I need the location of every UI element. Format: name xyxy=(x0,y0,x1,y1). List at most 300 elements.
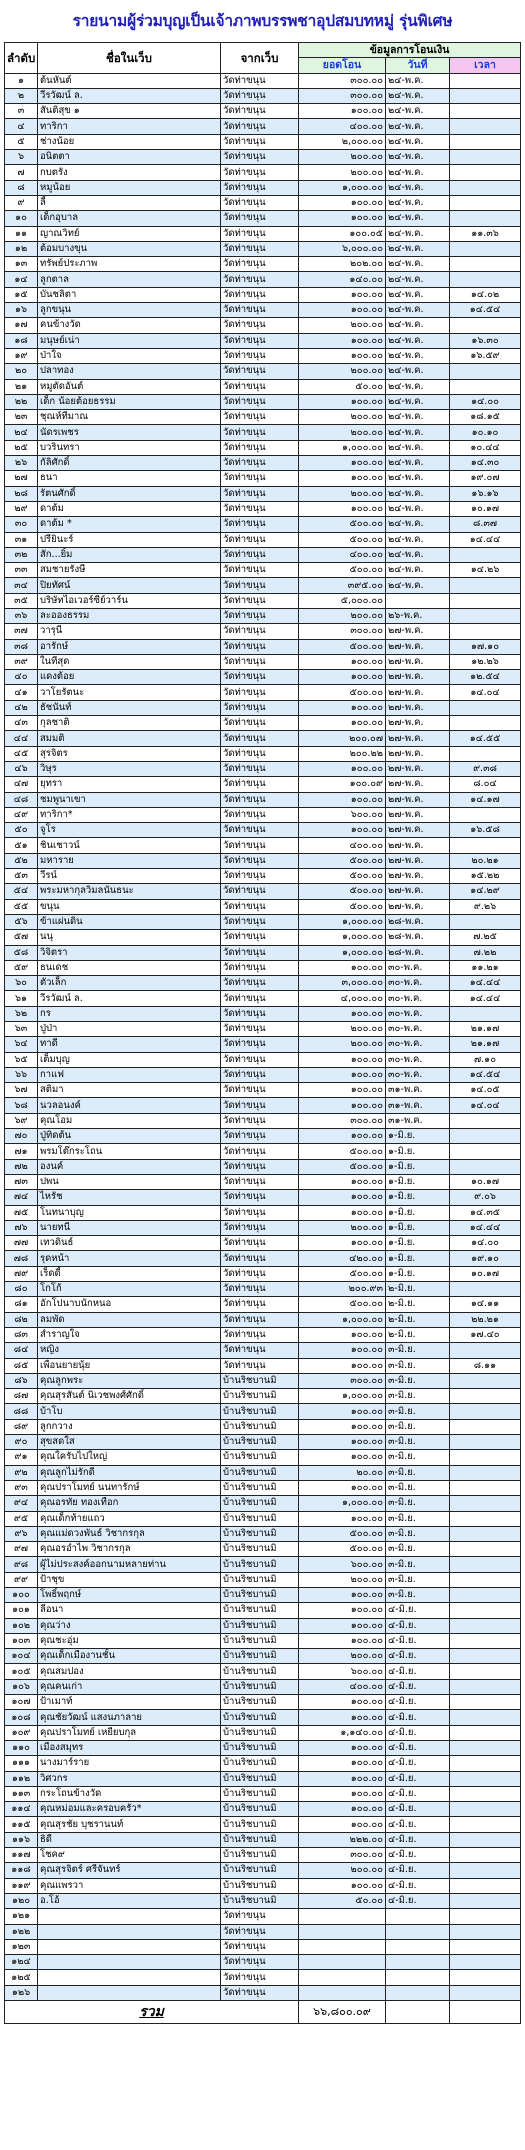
row-index: ๔๕ xyxy=(5,746,38,761)
row-from-web: วัดท่าขนุน xyxy=(221,1052,299,1067)
row-index: ๑๐ xyxy=(5,211,38,226)
row-web-name: ทาดี xyxy=(38,1037,221,1052)
row-amount: ๕๐๐.๐๐ xyxy=(299,532,386,547)
row-amount: ๑๐๐.๐๐ xyxy=(299,700,386,715)
row-from-web: วัดท่าขนุน xyxy=(221,869,299,884)
row-web-name: คุณแพรวา xyxy=(38,1878,221,1893)
row-index: ๖๓ xyxy=(5,1022,38,1037)
row-amount: ๑๐๐.๐๐ xyxy=(299,1419,386,1434)
row-index: ๖๔ xyxy=(5,1037,38,1052)
page-title: รายนามผู้ร่วมบุญเป็นเจ้าภาพบรรพชาอุปสมบทหมู่ รุ่นพิเศษ xyxy=(72,11,453,30)
row-amount: ๑๐๐.๐๐ xyxy=(299,1006,386,1021)
row-web-name: คุณอรอำไพ วิชากรกุล xyxy=(38,1542,221,1557)
row-time xyxy=(450,1725,521,1740)
row-time: ๑๐.๑๗ xyxy=(450,1174,521,1189)
row-index: ๑๐๐ xyxy=(5,1587,38,1602)
row-date: ๒๗-พ.ค. xyxy=(386,807,450,822)
row-amount: ๑๐๐.๐๐ xyxy=(299,348,386,363)
row-amount: ๑,๐๐๐.๐๐ xyxy=(299,930,386,945)
row-date: ๒๔-พ.ค. xyxy=(386,165,450,180)
row-amount: ๔๐๐.๐๐ xyxy=(299,119,386,134)
row-date: ๓๐-พ.ค. xyxy=(386,1067,450,1082)
row-amount: ๑๐๐.๐๐ xyxy=(299,471,386,486)
table-row xyxy=(5,853,521,868)
row-index: ๗๔ xyxy=(5,1190,38,1205)
row-from-web: วัดท่าขนุน xyxy=(221,73,299,88)
row-from-web: วัดท่าขนุน xyxy=(221,853,299,868)
row-index: ๘๔ xyxy=(5,1343,38,1358)
row-from-web: วัดท่าขนุน xyxy=(221,1924,299,1939)
row-amount: ๕๐๐.๐๐ xyxy=(299,899,386,914)
table-row xyxy=(5,1190,521,1205)
row-date: ๓-มิ.ย. xyxy=(386,1572,450,1587)
row-amount: ๑๐๐.๐๐ xyxy=(299,1083,386,1098)
row-date: ๔-มิ.ย. xyxy=(386,1832,450,1847)
row-web-name: โกโก้ xyxy=(38,1282,221,1297)
row-time xyxy=(450,1802,521,1817)
table-row xyxy=(5,823,521,838)
row-amount: ๑๐๐.๐๐ xyxy=(299,1067,386,1082)
table-row xyxy=(5,547,521,562)
row-from-web: วัดท่าขนุน xyxy=(221,1909,299,1924)
row-amount: ๕๐๐.๐๐ xyxy=(299,517,386,532)
row-from-web: บ้านริชบานมิ xyxy=(221,1373,299,1388)
row-time xyxy=(450,716,521,731)
row-date: ๒๗-พ.ค. xyxy=(386,670,450,685)
row-index: ๑๐๒ xyxy=(5,1618,38,1633)
row-web-name: โนทนาบุญ xyxy=(38,1205,221,1220)
row-time: ๑๔.๐๐ xyxy=(450,1236,521,1251)
row-date: ๒๗-พ.ค. xyxy=(386,746,450,761)
row-index: ๘๘ xyxy=(5,1404,38,1419)
row-time xyxy=(450,1129,521,1144)
row-amount: ๕๐๐.๐๐ xyxy=(299,685,386,700)
row-date: ๒๔-พ.ค. xyxy=(386,394,450,409)
row-from-web: บ้านริชบานมิ xyxy=(221,1618,299,1633)
row-time xyxy=(450,257,521,272)
row-index: ๕๖ xyxy=(5,914,38,929)
row-time: ๘.๑๑ xyxy=(450,1358,521,1373)
row-amount: ๑๐๐.๐๐ xyxy=(299,501,386,516)
row-web-name: ละอองธรรม xyxy=(38,608,221,623)
row-web-name: ปรียินะร์ xyxy=(38,532,221,547)
table-row xyxy=(5,456,521,471)
row-date: ๒๔-พ.ค. xyxy=(386,456,450,471)
row-time: ๑๖.๕๘ xyxy=(450,823,521,838)
row-date: ๒๔-พ.ค. xyxy=(386,272,450,287)
row-time xyxy=(450,1786,521,1801)
row-time: ๑๘.๑๕ xyxy=(450,410,521,425)
table-row xyxy=(5,272,521,287)
table-row xyxy=(5,700,521,715)
table-body xyxy=(5,73,521,2000)
row-time xyxy=(450,746,521,761)
row-amount: ๒๐๐.๐๐ xyxy=(299,1220,386,1235)
row-index: ๕ xyxy=(5,134,38,149)
row-amount: ๑๐๐.๐๐ xyxy=(299,1327,386,1342)
row-time xyxy=(450,1955,521,1970)
row-from-web: วัดท่าขนุน xyxy=(221,578,299,593)
row-time xyxy=(450,1756,521,1771)
row-amount xyxy=(299,1939,386,1954)
row-from-web: วัดท่าขนุน xyxy=(221,792,299,807)
row-web-name: คุณลูกไม่รักดี xyxy=(38,1465,221,1480)
table-row xyxy=(5,1236,521,1251)
row-date: ๓-มิ.ย. xyxy=(386,1373,450,1388)
row-date: ๒๔-พ.ค. xyxy=(386,486,450,501)
row-web-name xyxy=(38,1970,221,1985)
row-date: ๔-มิ.ย. xyxy=(386,1725,450,1740)
row-from-web: บ้านริชบานมิ xyxy=(221,1848,299,1863)
table-row xyxy=(5,1802,521,1817)
row-date: ๒๘-พ.ค. xyxy=(386,914,450,929)
row-from-web: วัดท่าขนุน xyxy=(221,440,299,455)
table-row xyxy=(5,134,521,149)
row-from-web: วัดท่าขนุน xyxy=(221,1113,299,1128)
row-amount: ๑๐๐.๐๐ xyxy=(299,654,386,669)
row-date: ๓๐-พ.ค. xyxy=(386,976,450,991)
row-web-name: ธัชนันท์ xyxy=(38,700,221,715)
row-amount: ๖๐๐.๐๐ xyxy=(299,1664,386,1679)
row-amount: ๒๐๐.๐๐ xyxy=(299,1572,386,1587)
row-from-web: วัดท่าขนุน xyxy=(221,807,299,822)
row-index: ๑๑๘ xyxy=(5,1863,38,1878)
table-row xyxy=(5,1603,521,1618)
row-amount: ๖,๐๐๐.๐๐ xyxy=(299,241,386,256)
row-amount: ๒๐๐.๐๐ xyxy=(299,150,386,165)
row-web-name: ผู้ไม่ประสงค์ออกนามหลายท่าน xyxy=(38,1557,221,1572)
row-from-web: วัดท่าขนุน xyxy=(221,364,299,379)
row-date: ๓๐-พ.ค. xyxy=(386,1006,450,1021)
row-date: ๒๔-พ.ค. xyxy=(386,501,450,516)
table-row xyxy=(5,226,521,241)
row-index: ๑๑๙ xyxy=(5,1878,38,1893)
row-amount: ๒๐๐.๐๐ xyxy=(299,425,386,440)
row-from-web: วัดท่าขนุน xyxy=(221,563,299,578)
row-web-name xyxy=(38,1985,221,2000)
row-amount: ๑๐๐.๐๐ xyxy=(299,1695,386,1710)
row-from-web: บ้านริชบานมิ xyxy=(221,1450,299,1465)
table-row xyxy=(5,501,521,516)
table-row xyxy=(5,1282,521,1297)
row-date: ๒๗-พ.ค. xyxy=(386,869,450,884)
table-row xyxy=(5,1373,521,1388)
row-amount: ๒๐๐.๐๗ xyxy=(299,731,386,746)
row-time: ๑๔.๐๔ xyxy=(450,685,521,700)
row-amount: ๑,๐๐๐.๐๐ xyxy=(299,440,386,455)
row-date: ๔-มิ.ย. xyxy=(386,1878,450,1893)
row-time xyxy=(450,364,521,379)
table-row xyxy=(5,1924,521,1939)
row-index: ๑๔ xyxy=(5,272,38,287)
row-from-web: บ้านริชบานมิ xyxy=(221,1511,299,1526)
row-index: ๑๐๖ xyxy=(5,1679,38,1694)
table-row xyxy=(5,1327,521,1342)
row-time xyxy=(450,318,521,333)
row-time xyxy=(450,1496,521,1511)
table-row xyxy=(5,1006,521,1021)
row-date: ๒๔-พ.ค. xyxy=(386,348,450,363)
row-date: ๓๐-พ.ค. xyxy=(386,1037,450,1052)
row-index: ๓๓ xyxy=(5,563,38,578)
row-time: ๑๔.๐๒ xyxy=(450,287,521,302)
row-amount: ๔,๐๐๐.๐๐ xyxy=(299,991,386,1006)
row-web-name: ต้อมบางขุน xyxy=(38,241,221,256)
row-index: ๒๑ xyxy=(5,379,38,394)
row-date: ๔-มิ.ย. xyxy=(386,1863,450,1878)
table-row xyxy=(5,1633,521,1648)
row-date: ๒๔-พ.ค. xyxy=(386,333,450,348)
row-time xyxy=(450,1113,521,1128)
total-label: รวม xyxy=(5,2001,299,2024)
row-web-name: ดาต้ม xyxy=(38,501,221,516)
table-row xyxy=(5,1878,521,1893)
row-time: ๑๔.๔๔ xyxy=(450,976,521,991)
table-row xyxy=(5,1771,521,1786)
row-web-name: วารุนี xyxy=(38,624,221,639)
row-amount: ๑๐๐.๐๐ xyxy=(299,1343,386,1358)
row-from-web: วัดท่าขนุน xyxy=(221,501,299,516)
row-time xyxy=(450,807,521,822)
row-from-web: วัดท่าขนุน xyxy=(221,1174,299,1189)
row-date: ๒๗-พ.ค. xyxy=(386,685,450,700)
table-row xyxy=(5,1587,521,1602)
row-index: ๒ xyxy=(5,88,38,103)
row-date: ๒๔-พ.ค. xyxy=(386,440,450,455)
row-date xyxy=(386,1955,450,1970)
row-date: ๓-มิ.ย. xyxy=(386,1587,450,1602)
row-index: ๖๗ xyxy=(5,1083,38,1098)
row-web-name: วาโยรัตนะ xyxy=(38,685,221,700)
row-date: ๒๗-พ.ค. xyxy=(386,639,450,654)
row-amount: ๑,๐๐๐.๐๐ xyxy=(299,914,386,929)
row-amount: ๑๐๐.๐๐ xyxy=(299,823,386,838)
row-amount xyxy=(299,1985,386,2000)
row-from-web: วัดท่าขนุน xyxy=(221,945,299,960)
row-from-web: บ้านริชบานมิ xyxy=(221,1603,299,1618)
table-row xyxy=(5,976,521,991)
row-index: ๒๕ xyxy=(5,440,38,455)
row-web-name: รุดหน้า xyxy=(38,1251,221,1266)
row-time xyxy=(450,1343,521,1358)
row-index: ๑ xyxy=(5,73,38,88)
row-from-web: วัดท่าขนุน xyxy=(221,761,299,776)
row-from-web: วัดท่าขนุน xyxy=(221,777,299,792)
row-amount: ๒,๐๐๐.๐๐ xyxy=(299,134,386,149)
row-amount: ๒๐.๐๐ xyxy=(299,1465,386,1480)
row-date: ๒๔-พ.ค. xyxy=(386,425,450,440)
row-date: ๒-มิ.ย. xyxy=(386,1297,450,1312)
row-date: ๔-มิ.ย. xyxy=(386,1679,450,1694)
row-web-name: ชินเชาวน์ xyxy=(38,838,221,853)
row-web-name: เต็มบุญ xyxy=(38,1052,221,1067)
table-row xyxy=(5,1297,521,1312)
row-index: ๑๒ xyxy=(5,241,38,256)
row-date: ๔-มิ.ย. xyxy=(386,1633,450,1648)
row-index: ๘๐ xyxy=(5,1282,38,1297)
row-index: ๘๙ xyxy=(5,1419,38,1434)
row-index: ๙๘ xyxy=(5,1557,38,1572)
total-row xyxy=(5,2001,521,2024)
row-from-web: วัดท่าขนุน xyxy=(221,1220,299,1235)
table-row xyxy=(5,1817,521,1832)
row-from-web: วัดท่าขนุน xyxy=(221,976,299,991)
row-date: ๓๐-พ.ค. xyxy=(386,960,450,975)
row-date: ๒๔-พ.ค. xyxy=(386,211,450,226)
row-date: ๓-มิ.ย. xyxy=(386,1557,450,1572)
row-from-web: วัดท่าขนุน xyxy=(221,165,299,180)
row-web-name: ธนเดช xyxy=(38,960,221,975)
row-amount: ๑๐๐.๐๐ xyxy=(299,1603,386,1618)
row-web-name: ธิดี xyxy=(38,1832,221,1847)
row-date: ๔-มิ.ย. xyxy=(386,1603,450,1618)
row-web-name: แดงต้อย xyxy=(38,670,221,685)
table-row xyxy=(5,1832,521,1847)
row-web-name xyxy=(38,1939,221,1954)
row-time xyxy=(450,1450,521,1465)
row-date: ๒๔-พ.ค. xyxy=(386,318,450,333)
row-web-name: กาแฟ xyxy=(38,1067,221,1082)
row-amount: ๒๐๐.๐๐ xyxy=(299,608,386,623)
table-row xyxy=(5,563,521,578)
row-web-name: จูโร xyxy=(38,823,221,838)
row-date: ๒๔-พ.ค. xyxy=(386,73,450,88)
row-date: ๔-มิ.ย. xyxy=(386,1740,450,1755)
row-web-name: ตัวเล็ก xyxy=(38,976,221,991)
table-row xyxy=(5,364,521,379)
row-time xyxy=(450,1144,521,1159)
row-date: ๒๔-พ.ค. xyxy=(386,532,450,547)
row-index: ๑๑ xyxy=(5,226,38,241)
row-index: ๑๒๔ xyxy=(5,1955,38,1970)
table-row xyxy=(5,1649,521,1664)
row-web-name: หมูตัดอันต์ xyxy=(38,379,221,394)
row-date: ๒๔-พ.ค. xyxy=(386,303,450,318)
row-date: ๓-มิ.ย. xyxy=(386,1343,450,1358)
row-amount: ๑๐๐.๐๐ xyxy=(299,333,386,348)
row-date: ๒๔-พ.ค. xyxy=(386,241,450,256)
row-web-name: คุณเด็กเมืองานชั้น xyxy=(38,1649,221,1664)
row-web-name: หญิง xyxy=(38,1343,221,1358)
row-time xyxy=(450,914,521,929)
header-index: ลำดับ xyxy=(5,43,38,74)
row-amount: ๕๐๐.๐๐ xyxy=(299,1266,386,1281)
row-amount: ๔๐๐.๐๐ xyxy=(299,547,386,562)
row-amount: ๒๐๐.๐๐ xyxy=(299,1037,386,1052)
row-from-web: วัดท่าขนุน xyxy=(221,1236,299,1251)
row-time xyxy=(450,1526,521,1541)
table-row xyxy=(5,1067,521,1082)
row-web-name: คนข้างวัด xyxy=(38,318,221,333)
table-row xyxy=(5,608,521,623)
row-from-web: วัดท่าขนุน xyxy=(221,1251,299,1266)
row-date: ๓-มิ.ย. xyxy=(386,1389,450,1404)
row-time: ๑๔.๓๐ xyxy=(450,456,521,471)
row-time xyxy=(450,608,521,623)
row-amount: ๕๐๐.๐๐ xyxy=(299,1144,386,1159)
table-row xyxy=(5,1037,521,1052)
row-index: ๓ xyxy=(5,104,38,119)
row-index: ๓๔ xyxy=(5,578,38,593)
row-index: ๑๘ xyxy=(5,333,38,348)
row-index: ๑๓ xyxy=(5,257,38,272)
row-from-web: บ้านริชบานมิ xyxy=(221,1786,299,1801)
row-time xyxy=(450,1618,521,1633)
row-web-name: บวรินทรา xyxy=(38,440,221,455)
row-web-name: คุณอรทัย ทองเทือก xyxy=(38,1496,221,1511)
row-web-name: คุณหม่อมและครอบครัว* xyxy=(38,1802,221,1817)
table-row xyxy=(5,1664,521,1679)
row-from-web: วัดท่าขนุน xyxy=(221,960,299,975)
row-from-web: บ้านริชบานมิ xyxy=(221,1649,299,1664)
row-web-name: สมชายรังษี xyxy=(38,563,221,578)
row-from-web: วัดท่าขนุน xyxy=(221,823,299,838)
row-from-web: บ้านริชบานมิ xyxy=(221,1863,299,1878)
row-amount: ๕๐๐.๐๐ xyxy=(299,563,386,578)
table-row xyxy=(5,211,521,226)
row-index: ๗๑ xyxy=(5,1144,38,1159)
row-amount: ๑๔๐.๐๐ xyxy=(299,272,386,287)
row-index: ๙๙ xyxy=(5,1572,38,1587)
row-from-web: วัดท่าขนุน xyxy=(221,333,299,348)
row-web-name: คุณชัยวัฒน์ แสงนภาลาย xyxy=(38,1710,221,1725)
row-from-web: วัดท่าขนุน xyxy=(221,180,299,195)
table-row xyxy=(5,654,521,669)
table-row xyxy=(5,425,521,440)
table-row xyxy=(5,73,521,88)
row-date: ๒-มิ.ย. xyxy=(386,1312,450,1327)
row-web-name xyxy=(38,1924,221,1939)
table-row xyxy=(5,1496,521,1511)
row-date: ๒๗-พ.ค. xyxy=(386,700,450,715)
row-time: ๑๐.๑๐ xyxy=(450,425,521,440)
row-from-web: บ้านริชบานมิ xyxy=(221,1878,299,1893)
row-web-name xyxy=(38,1909,221,1924)
row-index: ๑๙ xyxy=(5,348,38,363)
row-amount: ๕๐.๐๐ xyxy=(299,1893,386,1908)
row-index: ๑๑๔ xyxy=(5,1802,38,1817)
row-date: ๒๔-พ.ค. xyxy=(386,195,450,210)
row-amount: ๑๐๐.๐๕ xyxy=(299,226,386,241)
row-from-web: บ้านริชบานมิ xyxy=(221,1756,299,1771)
row-date: ๒๔-พ.ค. xyxy=(386,257,450,272)
row-web-name: วิจิตรา xyxy=(38,945,221,960)
row-amount: ๓๐๐.๐๐ xyxy=(299,73,386,88)
row-date: ๒๗-พ.ค. xyxy=(386,823,450,838)
row-date: ๒๔-พ.ค. xyxy=(386,226,450,241)
row-amount: ๓๐๐.๐๐ xyxy=(299,1373,386,1388)
row-date: ๓๐-พ.ค. xyxy=(386,991,450,1006)
row-time xyxy=(450,1511,521,1526)
row-time xyxy=(450,241,521,256)
row-index: ๙๐ xyxy=(5,1435,38,1450)
row-web-name: คุณเด็กท้ายแถว xyxy=(38,1511,221,1526)
row-amount: ๒๐๐.๐๐ xyxy=(299,486,386,501)
row-index: ๕๒ xyxy=(5,853,38,868)
table-row xyxy=(5,1909,521,1924)
row-web-name: โชค๙ xyxy=(38,1848,221,1863)
row-amount: ๑๐๐.๐๐ xyxy=(299,1435,386,1450)
row-web-name: สันติสุข ๑ xyxy=(38,104,221,119)
row-from-web: วัดท่าขนุน xyxy=(221,394,299,409)
row-index: ๗๘ xyxy=(5,1251,38,1266)
row-date: ๒-มิ.ย. xyxy=(386,1282,450,1297)
row-date xyxy=(386,1985,450,2000)
row-from-web: วัดท่าขนุน xyxy=(221,624,299,639)
row-date xyxy=(386,1924,450,1939)
row-time xyxy=(450,1740,521,1755)
table-row xyxy=(5,670,521,685)
